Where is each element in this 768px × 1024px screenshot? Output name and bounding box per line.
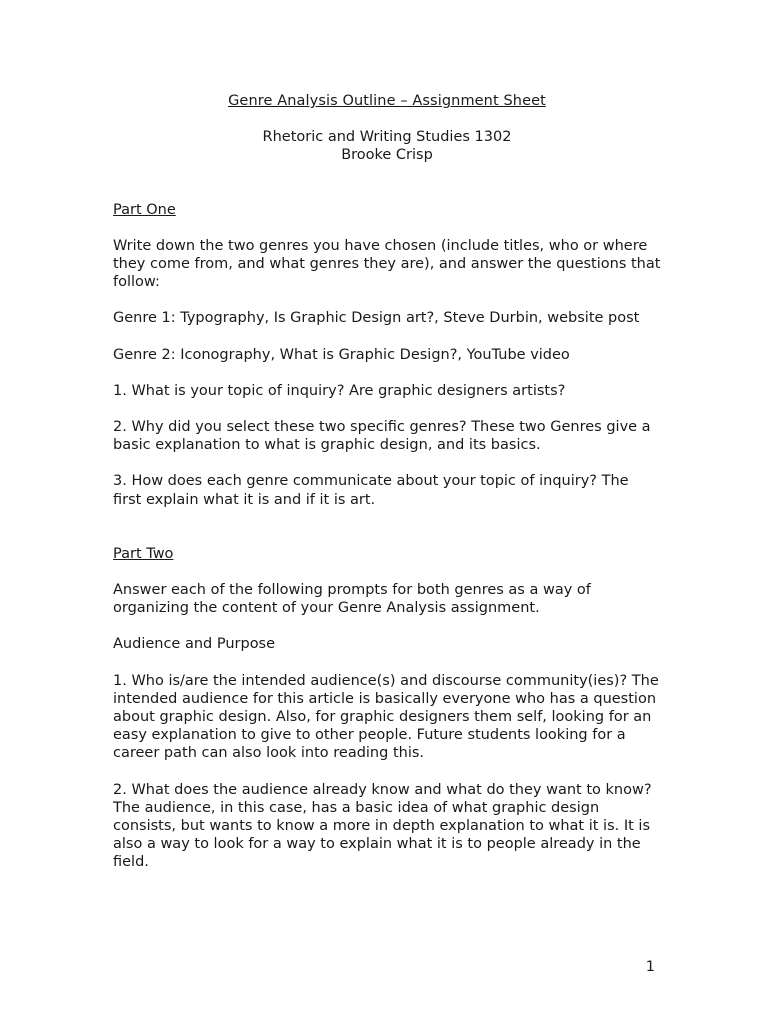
part-two-heading: Part Two [113,545,174,562]
title-block [113,92,661,165]
document-title: Genre Analysis Outline – Assignment Sheet [228,93,546,109]
subtitle-block [113,128,661,164]
part-one-question-2: 2. Why did you select these two specific genres? These two Genres give a basic explanation to what is graphic design, and its basics. [113,419,651,454]
part-two-question-1: 1. Who is/are the intended audience(s) and discourse community(ies)? The intended audience for this article is basically everyone who has a question about graphic design. Also, for graphic designers them self, looking for an easy explanation to give to other people. Future students looking for a career path can also look into reading this. [113,672,659,762]
part-one-question-3: 3. How does each genre communicate about your topic of inquiry? The first explain what it is and if it is art. [113,473,629,508]
page-number: 1 [645,959,655,975]
audience-purpose-heading: Audience and Purpose [113,636,276,653]
part-two-question-2: 2. What does the audience already know and what do they want to know? The audience, in this case, has a basic idea of what graphic design consists, but wants to know a more in depth explanation to what it is. It is also a way to look for a way to explain what it is to people already in the field. [113,781,652,871]
author-name: Brooke Crisp [341,147,433,164]
part-one-question-1: 1. What is your topic of inquiry? Are graphic designers artists? [113,382,566,399]
part-two-intro: Answer each of the following prompts for both genres as a way of organizing the content of your Genre Analysis assignment. [113,582,591,617]
genre-2-answer: Genre 2: Iconography, What is Graphic Design?, YouTube video [113,346,570,363]
genre-1-answer: Genre 1: Typography, Is Graphic Design art?, Steve Durbin, website post [113,310,640,327]
course-name: Rhetoric and Writing Studies 1302 [262,129,512,146]
document-body [113,92,661,872]
part-one-heading: Part One [113,201,176,218]
part-one-intro: Write down the two genres you have chosen (include titles, who or where they come from, and what genres they are), and answer the questions that follow: [113,237,661,291]
